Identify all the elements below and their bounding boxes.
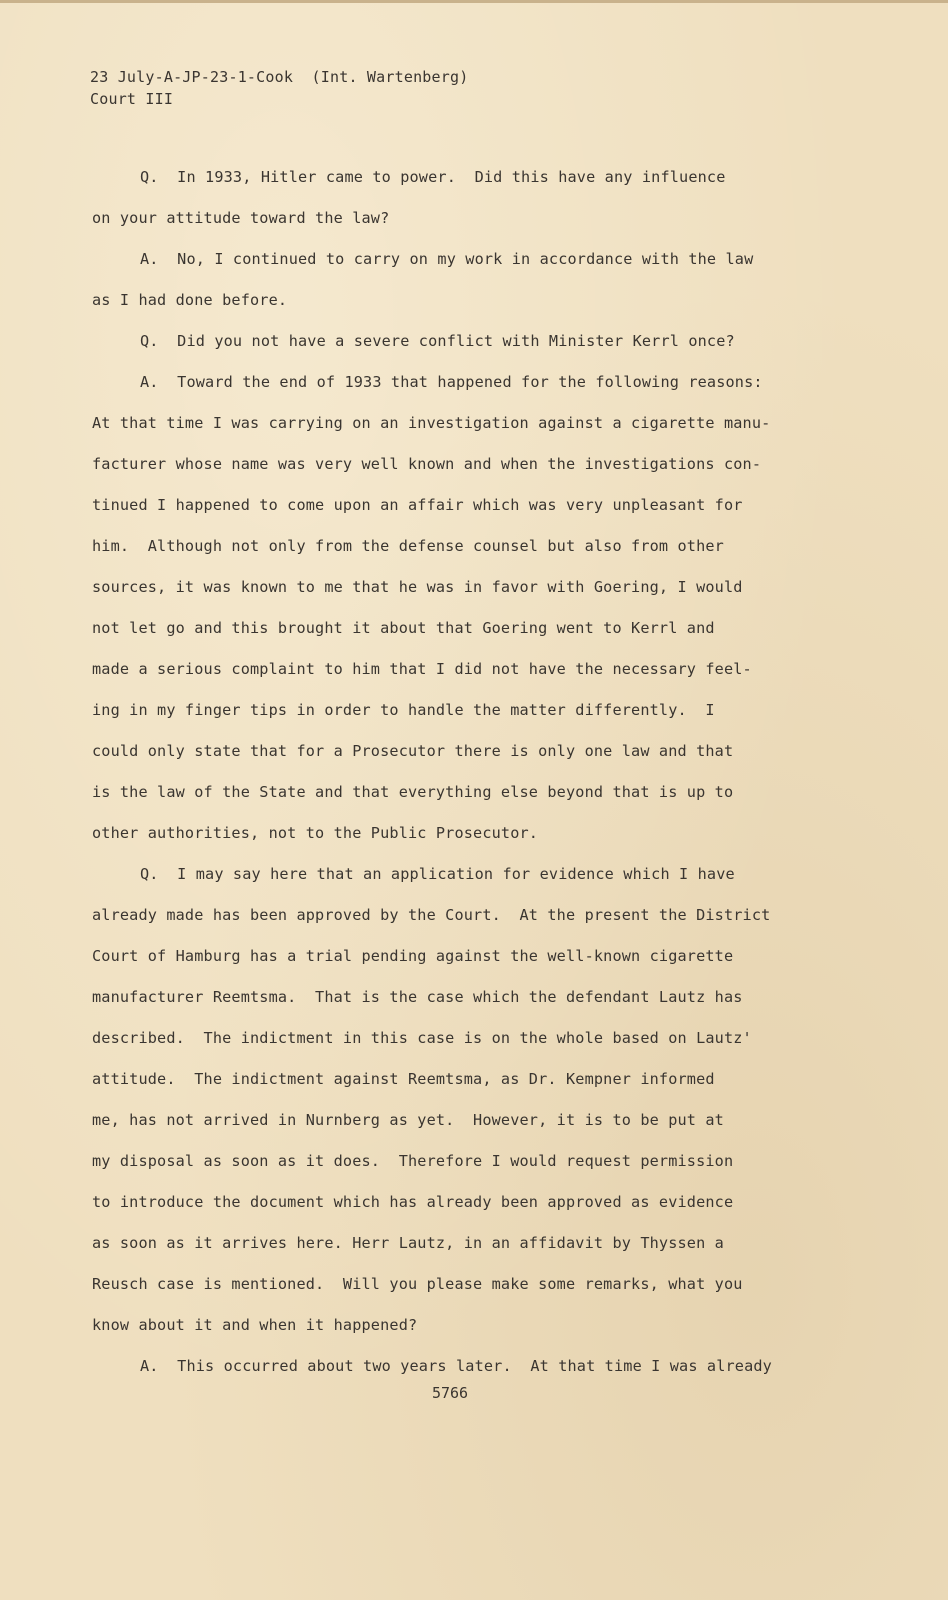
transcript-line: tinued I happened to come upon an affair which was very unpleasant for bbox=[92, 496, 743, 514]
transcript-line: other authorities, not to the Public Prosecutor. bbox=[92, 824, 539, 842]
transcript-line: my disposal as soon as it does. Therefore I would request permission bbox=[92, 1152, 734, 1170]
transcript-line: Reusch case is mentioned. Will you please make some remarks, what you bbox=[92, 1275, 743, 1293]
transcript-line: Q. In 1933, Hitler came to power. Did this have any influence bbox=[140, 168, 726, 186]
header-reference-line: 23 July-A-JP-23-1-Cook (Int. Wartenberg) bbox=[90, 68, 469, 86]
transcript-line: as I had done before. bbox=[92, 291, 288, 309]
transcript-line: him. Although not only from the defense counsel but also from other bbox=[92, 537, 724, 555]
transcript-line: attitude. The indictment against Reemtsma, as Dr. Kempner informed bbox=[92, 1070, 715, 1088]
transcript-line: know about it and when it happened? bbox=[92, 1316, 418, 1334]
transcript-line: made a serious complaint to him that I did not have the necessary feel- bbox=[92, 660, 752, 678]
transcript-line: described. The indictment in this case is on the whole based on Lautz' bbox=[92, 1029, 752, 1047]
transcript-line: not let go and this brought it about that Goering went to Kerrl and bbox=[92, 619, 715, 637]
transcript-line: A. No, I continued to carry on my work in accordance with the law bbox=[140, 250, 754, 268]
transcript-line: could only state that for a Prosecutor there is only one law and that bbox=[92, 742, 734, 760]
transcript-line: A. Toward the end of 1933 that happened for the following reasons: bbox=[140, 373, 763, 391]
transcript-line: is the law of the State and that everything else beyond that is up to bbox=[92, 783, 734, 801]
transcript-line: already made has been approved by the Court. At the present the District bbox=[92, 906, 771, 924]
header-court-line: Court III bbox=[90, 90, 174, 108]
transcript-line: ing in my finger tips in order to handle the matter differently. I bbox=[92, 701, 715, 719]
transcript-line: sources, it was known to me that he was in favor with Goering, I would bbox=[92, 578, 743, 596]
transcript-line: A. This occurred about two years later. At that time I was already bbox=[140, 1357, 772, 1375]
transcript-line: as soon as it arrives here. Herr Lautz, in an affidavit by Thyssen a bbox=[92, 1234, 724, 1252]
transcript-line: to introduce the document which has already been approved as evidence bbox=[92, 1193, 734, 1211]
transcript-line: At that time I was carrying on an investigation against a cigarette manu- bbox=[92, 414, 771, 432]
transcript-line: me, has not arrived in Nurnberg as yet. However, it is to be put at bbox=[92, 1111, 724, 1129]
transcript-line: Q. Did you not have a severe conflict with Minister Kerrl once? bbox=[140, 332, 735, 350]
transcript-line: on your attitude toward the law? bbox=[92, 209, 390, 227]
transcript-line: Q. I may say here that an application for evidence which I have bbox=[140, 865, 735, 883]
transcript-line: facturer whose name was very well known and when the investigations con- bbox=[92, 455, 762, 473]
transcript-line: Court of Hamburg has a trial pending against the well-known cigarette bbox=[92, 947, 734, 965]
page-number: 5766 bbox=[431, 1384, 469, 1402]
transcript-line: manufacturer Reemtsma. That is the case which the defendant Lautz has bbox=[92, 988, 743, 1006]
